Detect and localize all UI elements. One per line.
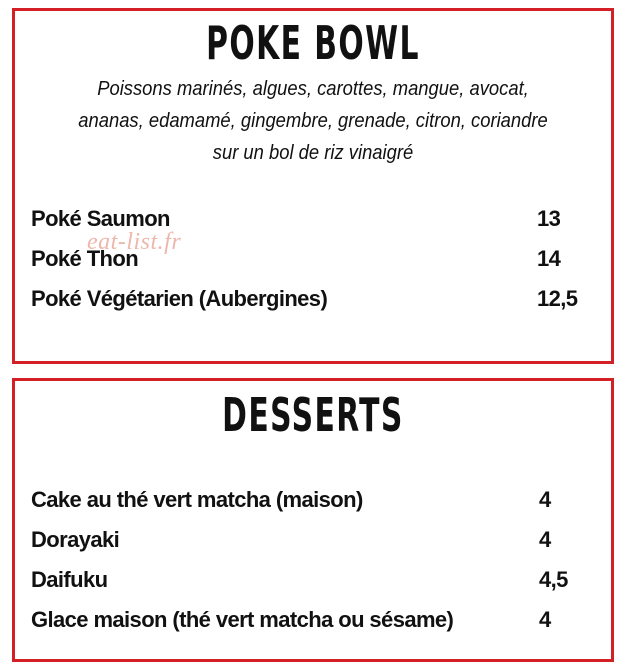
- item-name: Poké Végétarien (Aubergines): [31, 286, 328, 311]
- menu-item: [31, 239, 595, 279]
- menu-item: [31, 279, 595, 319]
- menu-item: [31, 480, 595, 520]
- watermark: eat-list.fr: [87, 229, 182, 255]
- poke-bowl-section: [12, 8, 614, 364]
- menu-item: [31, 199, 595, 239]
- desserts-title: DESSERTS: [222, 388, 404, 442]
- item-name: Glace maison (thé vert matcha ou sésame): [31, 607, 454, 632]
- item-price: 4: [539, 527, 551, 552]
- item-name: Poké Saumon: [31, 206, 170, 231]
- item-price: 12,5: [537, 286, 578, 311]
- poke-bowl-item-list: [31, 199, 595, 319]
- item-price: 13: [537, 206, 561, 231]
- desserts-item-list: [31, 480, 595, 640]
- item-price: 4: [539, 607, 551, 632]
- poke-bowl-title: POKE BOWL: [206, 16, 420, 70]
- description-line: Poissons marinés, algues, carottes, mangue, avocat,: [97, 78, 529, 100]
- poke-bowl-description: [48, 73, 578, 169]
- item-price: 4: [539, 487, 551, 512]
- desserts-section: [12, 378, 614, 662]
- menu-item: [31, 520, 595, 560]
- menu-item: [31, 560, 595, 600]
- item-name: Cake au thé vert matcha (maison): [31, 487, 363, 512]
- description-line: sur un bol de riz vinaigré: [212, 142, 414, 164]
- item-name: Daifuku: [31, 567, 108, 592]
- item-price: 4,5: [539, 567, 568, 592]
- description-line: ananas, edamamé, gingembre, grenade, citron, coriandre: [78, 110, 548, 132]
- item-price: 14: [537, 246, 561, 271]
- item-name: Poké Thon: [31, 246, 139, 271]
- item-name: Dorayaki: [31, 527, 120, 552]
- menu-item: [31, 600, 595, 640]
